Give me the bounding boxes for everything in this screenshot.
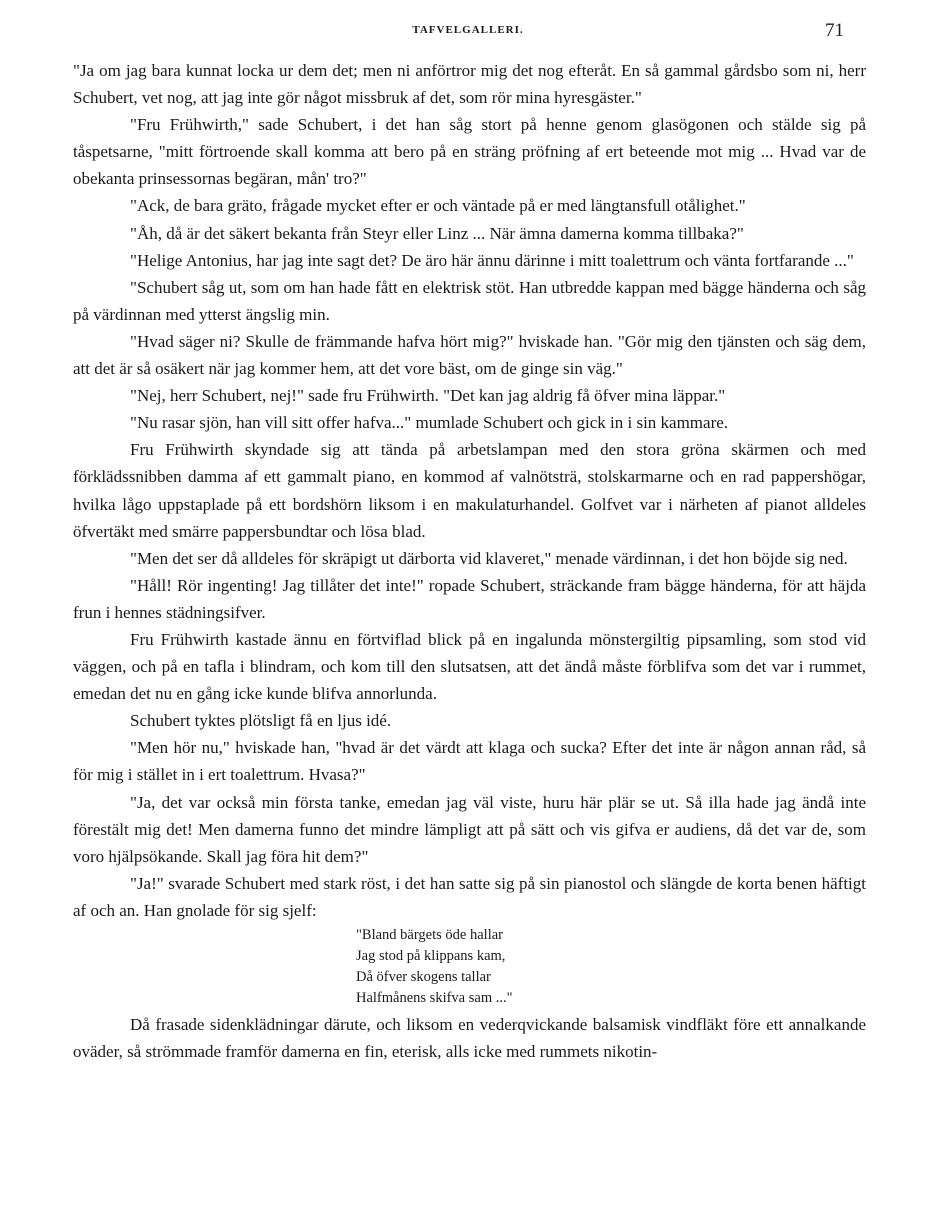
verse-line: Jag stod på klippans kam,	[356, 948, 506, 964]
paragraph: Fru Frühwirth kastade ännu en förtviflad blick på en ingalunda mönstergiltig pipsamling, som stod vid väggen, och på en tafla i blindram, och kom till den slutsatsen, att det ändå måste förblifva som det var i rummet, emedan det nu en gång icke kunde blifva annorlunda.	[73, 629, 866, 704]
running-head	[0, 20, 936, 44]
paragraph: "Men det ser då alldeles för skräpigt ut därborta vid klaveret," menade värdinnan, i det hon böjde sig ned.	[130, 548, 848, 568]
body-text	[73, 57, 866, 1065]
paragraph: "Fru Frühwirth," sade Schubert, i det han såg stort på henne genom glasögonen och stälde sig på tåspetsarne, "mitt förtroende skall komma att bero på en sträng pröfning af ert beteende mot mig ... Hvad var de obekanta prinsessornas begäran, mån' tro?"	[73, 115, 866, 189]
paragraph: Fru Frühwirth skyndade sig att tända på arbetslampan med den stora gröna skärmen och med förklädssnibben damma af ett gammalt piano, en kommod af valnötsträ, stolskarmarne och en rad pappershögar, hvilka lågo uppstaplade på ett bordshörn liksom i en makulaturhandel. Golfvet var i närheten af pianot alldeles öfvertäkt med smärre pappersbundtar och lösa blad.	[73, 440, 866, 541]
verse-line: Halfmånens skifva sam ..."	[356, 990, 513, 1006]
closing-paragraph: Då frasade sidenklädningar därute, och liksom en vederqvickande balsamisk vindfläkt före ett annalkande oväder, så strömmade framför damerna en fin, eterisk, alls icke med rummets nikotin-	[73, 1015, 866, 1062]
paragraph: "Helige Antonius, har jag inte sagt det? De äro här ännu därinne i mitt toalettrum och vänta fortfarande ..."	[130, 250, 854, 270]
paragraph: "Ja om jag bara kunnat locka ur dem det; men ni anförtror mig det nog efteråt. En så gammal gårdsbo som ni, herr Schubert, vet nog, att jag inte gör något missbruk af det, som rör mina hyresgäster."	[73, 61, 866, 108]
paragraph: "Hvad säger ni? Skulle de främmande hafva hört mig?" hviskade han. "Gör mig den tjänsten och säg dem, att det är så osäkert när jag kommer hem, att det vore bäst, om de ginge sin väg."	[73, 331, 866, 379]
paragraph: "Åh, då är det säkert bekanta från Steyr eller Linz ... När ämna damerna komma tillbaka?"	[130, 223, 744, 243]
running-title: TAFVELGALLERI.	[412, 24, 524, 36]
paragraph: "Ack, de bara gräto, frågade mycket efter er och väntade på er med längtansfull otålighet."	[130, 196, 746, 216]
page-number: 71	[825, 20, 844, 41]
paragraph: "Schubert såg ut, som om han hade fått en elektrisk stöt. Han utbredde kappan med bägge händerna och såg på värdinnan med ytterst ängslig min.	[73, 277, 866, 324]
paragraph: "Håll! Rör ingenting! Jag tillåter det inte!" ropade Schubert, sträckande fram bägge händerna, för att häjda frun i hennes städningsifver.	[73, 575, 866, 622]
paragraph: Schubert tyktes plötsligt få en ljus idé.	[130, 711, 392, 731]
verse-line: Då öfver skogens tallar	[356, 969, 491, 985]
paragraph: "Ja!" svarade Schubert med stark röst, i det han satte sig på sin pianostol och slängde de korta benen häftigt af och an. Han gnolade för sig sjelf:	[73, 873, 866, 920]
song-verse	[356, 925, 866, 1009]
paragraph: "Nej, herr Schubert, nej!" sade fru Frühwirth. "Det kan jag aldrig få öfver mina läppar."	[130, 386, 726, 406]
verse-line: "Bland bärgets öde hallar	[356, 927, 503, 943]
paragraph: "Men hör nu," hviskade han, "hvad är det värdt att klaga och sucka? Efter det inte är någon annan råd, så för mig i stället in i ert toalettrum. Hvasa?"	[73, 738, 866, 785]
paragraph: "Ja, det var också min första tanke, emedan jag väl viste, huru här plär se ut. Så illa hade jag ändå inte förestält mig det! Men damerna funno det mindre lämpligt att på sätt och vis gifva er audiens, då det var de, som voro hjälpsökande. Skall jag föra hit dem?"	[73, 792, 866, 866]
paragraph: "Nu rasar sjön, han vill sitt offer hafva..." mumlade Schubert och gick in i sin kammare.	[130, 413, 729, 433]
